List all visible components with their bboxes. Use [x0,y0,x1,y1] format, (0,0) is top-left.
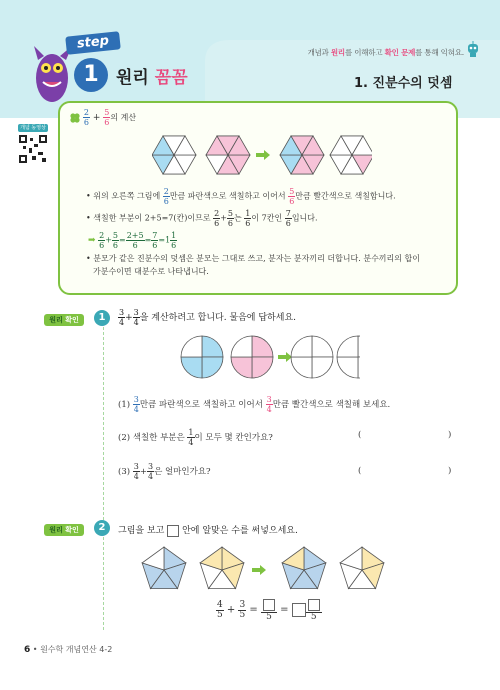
numerator: 5 [227,209,233,218]
right-arrow-icon [278,352,292,362]
bullet-text: 색칠한 부분이 2+5=7(칸)이므로 [93,213,214,223]
denominator: 4 [119,318,125,327]
bullet-text: 만큼 빨간색으로 색칠합니다. [295,191,396,201]
bullet-1: • 위의 오른쪽 그림에 $\frac{2}{6}$ 만큼 파란색으로 색칠하고 이어서 $\frac{5}{6}$ 만큼 빨간색으로 색칠합니다. [86,187,396,206]
hexagon-two-sixths [152,136,196,174]
blank-box-icon [167,525,179,537]
fraction [216,601,224,620]
denominator: 6 [152,241,158,250]
answer-box[interactable] [308,599,320,611]
answer-paren-open[interactable]: ( [358,430,362,440]
numerator: 2 [214,209,220,218]
tag-word: 확인 [62,526,79,534]
circle-three-quarters-blue[interactable] [181,336,223,378]
sub-text: 은 얼마인가요? [154,467,211,477]
answer-equation: $\frac{4}{5}$ + $\frac{3}{5}$ = 5 = 5 [216,598,322,622]
fraction [266,395,273,414]
dashed-divider [103,312,104,630]
quarter[interactable] [181,336,202,357]
fraction [285,209,292,228]
pentagon-sum-a [282,547,326,589]
denominator: 6 [289,197,295,206]
bullet-3: • 분모가 같은 진분수의 덧셈은 분모는 그대로 쓰고, 분자는 분자끼리 더합니다. 분수끼리의 합이 [86,254,420,263]
tagline-highlight-2: 확인 문제 [384,48,416,57]
pentagon-sum-b [340,547,384,589]
quarter[interactable] [291,336,312,357]
numerator: 4 [217,599,223,610]
numerator: 2 [163,187,169,196]
quarter[interactable] [231,336,252,357]
check-tag [44,522,90,538]
denominator: 4 [133,472,139,481]
sub-text: 만큼 빨간색으로 색칠해 보세요. [272,400,391,410]
title-highlight: 꼼꼼 [154,68,188,88]
right-arrow-icon [256,150,270,160]
denominator: 6 [214,219,220,228]
fraction [187,428,194,447]
denominator: 4 [133,318,139,327]
denominator: 4 [188,438,194,447]
numerator: 3 [133,462,139,471]
quarter[interactable] [337,336,358,357]
concept-heading: $\frac{2}{6}$ + $\frac{5}{6}$ 의 계산 [70,108,136,127]
page-number: 6 [24,645,31,655]
question-1-prompt: $\frac{3}{4}$ + $\frac{3}{4}$ 을 계산하려고 합니다. 물음에 답하세요. [119,308,297,327]
denominator: 6 [112,241,118,250]
denominator: 6 [83,118,89,127]
bullet-text: 위의 오른쪽 그림에 [93,191,163,201]
step-number: 1 [74,58,108,92]
denominator: 4 [147,472,154,481]
denominator: 6 [245,219,251,228]
numerator: 2+5 [126,231,144,240]
circle-empty-a[interactable] [291,336,333,378]
tag-word: 원리 [49,526,63,534]
sub-num: (1) [118,400,133,410]
mixed-whole: 1 [165,235,171,245]
denominator: 6 [227,219,233,228]
clover-icon [70,113,80,123]
fraction [126,231,145,250]
quarter[interactable] [252,357,273,378]
qr-label: 개념 동영상 [18,124,48,132]
hexagon-sum-a [280,136,324,174]
quarter[interactable] [312,357,333,378]
fraction [83,108,90,127]
answer-paren-close[interactable]: ) [448,466,452,476]
denominator: 6 [99,241,105,250]
denominator: 5 [217,609,223,620]
concept-equation: ➡ $\frac{2}{6}$ + $\frac{5}{6}$ = $\frac{2+5}{6}$ = $\frac{7}{6}$ =1 $\frac{1}{6}$ [88,231,177,250]
numerator: 3 [266,395,272,404]
book-title: • 원수학 개념연산 4-2 [30,645,113,654]
prompt-text: 안에 알맞은 수를 써넣으세요. [179,526,298,536]
tagline-text-1: 개념과 [307,48,331,57]
pentagon-three-fifths [200,547,244,589]
denominator: 6 [163,197,169,206]
numerator: 5 [289,187,295,196]
denominator: 5 [239,609,246,620]
numerator: 7 [285,209,291,218]
denominator: 6 [104,118,110,127]
fraction [306,598,322,622]
fraction [147,462,154,481]
sub-question-3: (3) $\frac{3}{4}$ + $\frac{3}{4}$ 은 얼마인가요? [118,462,211,481]
denominator: 6 [132,241,138,250]
fraction [170,231,177,250]
answer-paren-open[interactable]: ( [358,466,362,476]
sub-text: 만큼 파란색으로 색칠하고 이어서 [139,400,266,410]
quarter[interactable] [312,336,333,357]
tagline-text-3: 를 통해 익혀요. [415,48,464,57]
tag-word: 확인 [62,316,79,324]
fraction [238,601,246,620]
circle-three-quarters-pink[interactable] [231,336,273,378]
tagline-highlight-1: 원리 [330,48,345,57]
question-number: 1 [94,310,110,326]
numerator: 3 [133,395,139,404]
numerator: 7 [152,231,158,240]
quarter[interactable] [181,357,202,378]
robot-mascot-icon [466,40,480,58]
right-arrow-icon [252,565,266,575]
denominator: 4 [266,405,272,414]
numerator: 1 [245,209,251,218]
fraction [227,209,234,228]
answer-box[interactable] [263,599,275,611]
prompt-text: 그림을 보고 [118,526,168,536]
pentagon-four-fifths [142,547,186,589]
tagline [308,47,464,58]
numerator: 5 [104,108,110,117]
fraction [261,598,277,622]
circle-figures[interactable] [180,334,360,380]
fraction [112,231,119,250]
fraction [213,209,220,228]
answer-paren-close[interactable]: ) [448,430,452,440]
step-label: step [65,31,121,55]
page-title [116,63,188,88]
fraction [163,187,170,206]
sub-text: (2) 색칠한 부분은 [118,433,188,443]
denominator: 6 [285,219,291,228]
tag-word: 원리 [49,316,63,324]
numerator: 3 [239,599,246,610]
title-plain: 원리 [116,68,155,88]
quarter[interactable] [202,336,223,357]
denominator: 5 [310,612,317,622]
bullet-3-continued: 가분수이면 대분수로 나타냅니다. [93,267,209,276]
right-arrow-icon: ➡ [88,235,96,246]
quarter[interactable] [252,336,273,357]
answer-box-whole[interactable] [292,603,306,617]
question-2-prompt [118,523,298,537]
sub-num: (3) [118,467,133,477]
bullet-text: 는 [233,213,245,223]
numerator: 3 [119,308,125,317]
numerator: 1 [188,428,194,437]
hexagon-sum-b [330,136,372,174]
page-footer [24,644,112,655]
sub-question-2 [118,428,273,447]
fraction [133,395,140,414]
fraction [118,308,125,327]
heading-suffix: 의 계산 [110,113,137,122]
tagline-text-2: 를 이해하고 [344,48,385,57]
bullet-2: • 색칠한 부분이 2+5=7(칸)이므로 $\frac{2}{6}$ + $\frac{5}{6}$ 는 $\frac{1}{6}$ 이 7칸인 $\frac{7}{6}$ 입니다. [86,209,318,228]
bullet-text: 분모가 같은 진분수의 덧셈은 분모는 그대로 쓰고, 분자는 분자끼리 더합니다. 분수끼리의 합이 [93,254,420,263]
section-subtitle: 1. 진분수의 덧셈 [354,76,453,91]
numerator: 3 [147,462,154,471]
denominator: 6 [171,241,177,250]
fraction [133,308,140,327]
bullet-text: 만큼 파란색으로 색칠하고 이어서 [169,191,289,201]
numerator: 2 [83,108,89,117]
circle-empty-b[interactable] [337,336,360,378]
hexagon-five-sixths [206,136,250,174]
bullet-text: 이 7칸인 [251,213,285,223]
numerator: 2 [99,231,105,240]
fraction [98,231,105,250]
quarter[interactable] [202,357,223,378]
sub-text: 이 모두 몇 칸인가요? [194,433,273,443]
fraction [151,231,158,250]
fraction [133,462,140,481]
bullet-text: 입니다. [291,213,318,223]
sub-question-1 [118,395,390,414]
quarter[interactable] [231,357,252,378]
quarter[interactable] [337,357,358,378]
question-number: 2 [94,520,110,536]
pentagon-figures [140,544,400,594]
numerator: 5 [112,231,118,240]
denominator: 5 [266,612,272,622]
prompt-text: 을 계산하려고 합니다. 물음에 답하세요. [139,313,297,323]
numerator: 3 [133,308,139,317]
numerator: 1 [171,231,177,240]
denominator: 4 [133,405,139,414]
qr-code-icon[interactable] [18,134,48,164]
hexagon-figures [152,128,372,182]
quarter[interactable] [291,357,312,378]
check-tag [44,312,90,328]
